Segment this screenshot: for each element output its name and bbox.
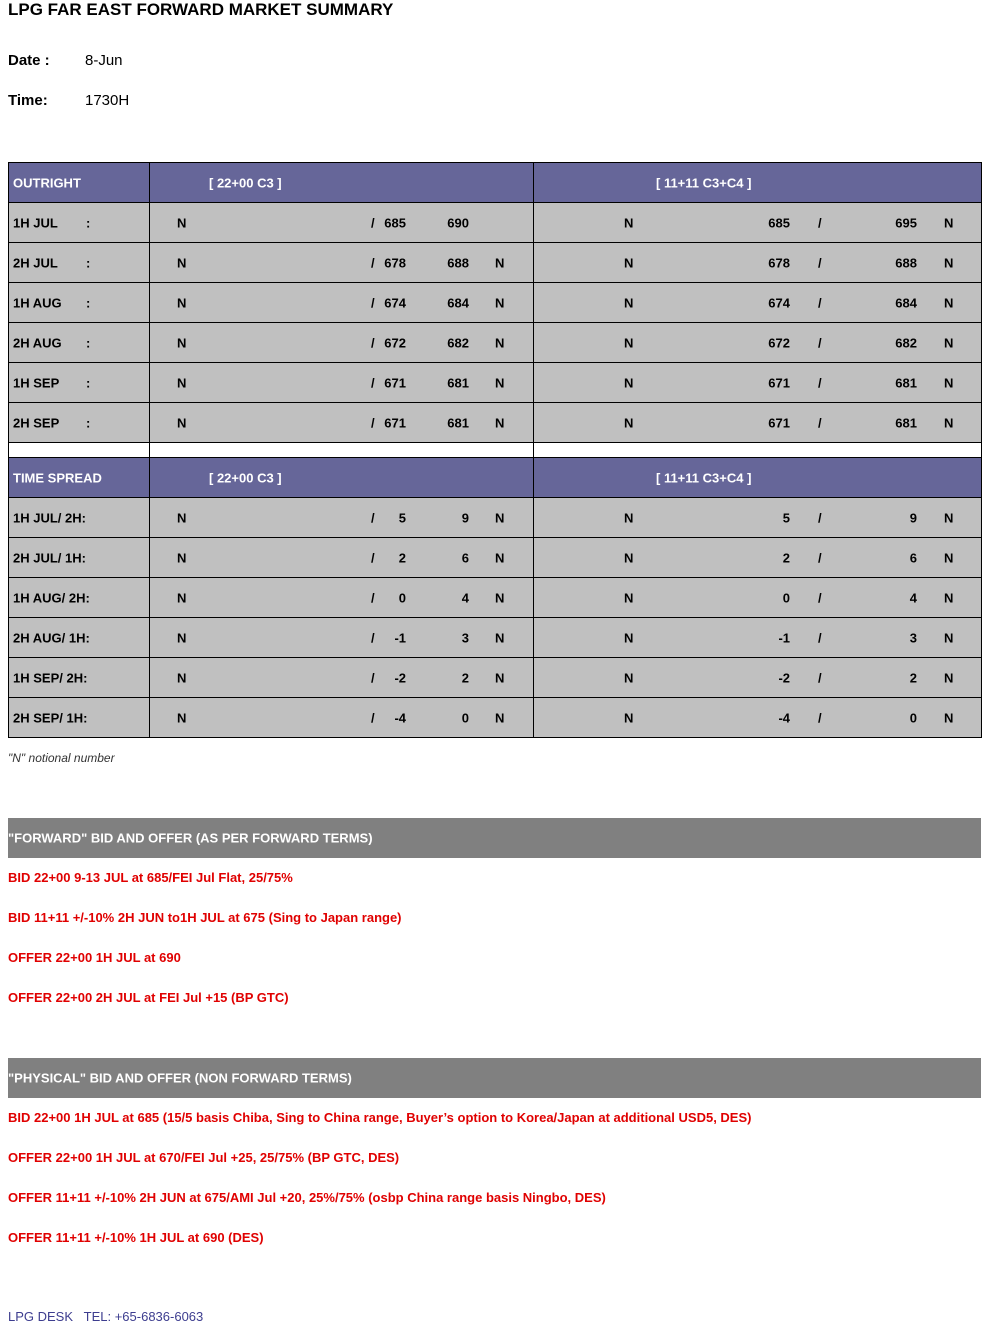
notional-flag: N [944, 670, 954, 685]
bid-value: -4 [394, 710, 406, 725]
physical-line: OFFER 22+00 1H JUL at 670/FEI Jul +25, 25/75% (BP GTC, DES) [8, 1150, 400, 1165]
notional-flag: N [944, 710, 954, 725]
separator: / [818, 295, 822, 310]
bid-value: 671 [384, 375, 406, 390]
bid-value: 2 [782, 550, 790, 565]
notional-flag: N [495, 590, 505, 605]
bid-value: -1 [778, 630, 790, 645]
offer-value: 681 [895, 375, 917, 390]
bid-value: 672 [384, 335, 406, 350]
bid-value: 674 [768, 295, 790, 310]
spacer-cell [150, 443, 534, 458]
offer-value: 9 [909, 510, 917, 525]
separator: / [371, 295, 375, 310]
separator: / [371, 415, 375, 430]
bid-value: 0 [782, 590, 790, 605]
physical-line: OFFER 11+11 +/-10% 2H JUN at 675/AMI Jul +20, 25%/75% (osbp China range basis Ningbo, DES) [8, 1190, 606, 1205]
notional-flag: N [177, 710, 187, 725]
notional-flag: N [944, 510, 954, 525]
table-row [9, 203, 982, 243]
separator: / [818, 590, 822, 605]
notional-flag: N [495, 710, 505, 725]
notional-flag: N [177, 510, 187, 525]
notional-flag: N [624, 335, 634, 350]
row-label: 1H JUL/ 2H: [13, 510, 86, 525]
forward-line: OFFER 22+00 2H JUL at FEI Jul +15 (BP GTC) [8, 990, 289, 1005]
physical-header-bar [8, 1058, 981, 1098]
bid-value: -2 [394, 670, 406, 685]
offer-value: 9 [461, 510, 469, 525]
notional-flag: N [624, 375, 634, 390]
notional-flag: N [624, 295, 634, 310]
separator: / [371, 550, 375, 565]
footer-contact [8, 1309, 203, 1324]
bid-value: 685 [768, 215, 790, 230]
offer-value: 690 [447, 215, 469, 230]
notional-flag: N [624, 670, 634, 685]
bid-value: 672 [768, 335, 790, 350]
separator: / [818, 510, 822, 525]
bid-value: 0 [398, 590, 406, 605]
spacer-cell [534, 443, 982, 458]
notional-flag: N [495, 670, 505, 685]
notional-flag: N [944, 630, 954, 645]
notional-flag: N [177, 590, 187, 605]
notional-flag: N [624, 510, 634, 525]
row-colon: : [86, 335, 91, 350]
row-label: 1H AUG [13, 295, 62, 310]
offer-value: 6 [909, 550, 917, 565]
separator: / [371, 630, 375, 645]
offer-value: 688 [895, 255, 917, 270]
outright-header: OUTRIGHT [13, 175, 81, 190]
offer-value: 684 [895, 295, 917, 310]
bid-value: 671 [768, 415, 790, 430]
separator: / [371, 590, 375, 605]
time-value: 1730H [85, 92, 130, 109]
table-row [9, 618, 982, 658]
notional-flag: N [495, 550, 505, 565]
notional-flag: N [177, 375, 187, 390]
offer-value: 4 [909, 590, 917, 605]
offer-value: 3 [461, 630, 469, 645]
notional-flag: N [624, 255, 634, 270]
notional-flag: N [624, 215, 634, 230]
notional-flag: N [624, 710, 634, 725]
spacer-cell [9, 443, 150, 458]
separator: / [818, 335, 822, 350]
forward-line: OFFER 22+00 1H JUL at 690 [8, 950, 181, 965]
offer-value: 0 [909, 710, 917, 725]
notional-flag: N [177, 415, 187, 430]
row-label: 1H AUG/ 2H: [13, 590, 90, 605]
separator: / [371, 375, 375, 390]
offer-value: 6 [461, 550, 469, 565]
outright-col-c3c4: [ 11+11 C3+C4 ] [656, 175, 752, 190]
table-row [9, 243, 982, 283]
row-label: 2H SEP/ 1H: [13, 710, 88, 725]
table-row [9, 698, 982, 738]
offer-value: 2 [909, 670, 917, 685]
bid-value: 5 [398, 510, 406, 525]
notional-flag: N [177, 215, 187, 230]
physical-line: OFFER 11+11 +/-10% 1H JUL at 690 (DES) [8, 1230, 264, 1245]
time-label: Time: [8, 92, 48, 109]
notional-flag: N [495, 630, 505, 645]
notional-flag: N [944, 295, 954, 310]
bid-value: 678 [768, 255, 790, 270]
row-colon: : [86, 215, 91, 230]
spread-header-row [9, 458, 982, 498]
bid-value: 685 [384, 215, 406, 230]
notional-flag: N [177, 255, 187, 270]
row-label: 1H JUL [13, 215, 58, 230]
offer-value: 2 [461, 670, 469, 685]
bid-value: -1 [394, 630, 406, 645]
row-label: 1H SEP/ 2H: [13, 670, 88, 685]
notional-flag: N [177, 335, 187, 350]
offer-value: 682 [895, 335, 917, 350]
notional-flag: N [624, 550, 634, 565]
separator: / [371, 710, 375, 725]
row-label: 2H AUG/ 1H: [13, 630, 90, 645]
notional-flag: N [944, 590, 954, 605]
forward-line: BID 11+11 +/-10% 2H JUN to1H JUL at 675 (Sing to Japan range) [8, 910, 402, 925]
separator: / [818, 710, 822, 725]
offer-value: 682 [447, 335, 469, 350]
separator: / [371, 510, 375, 525]
row-colon: : [86, 375, 91, 390]
table-row [9, 578, 982, 618]
row-label: 2H JUL [13, 255, 58, 270]
notional-flag: N [177, 630, 187, 645]
notional-flag: N [177, 295, 187, 310]
notional-flag: N [944, 550, 954, 565]
spread-col-c3: [ 22+00 C3 ] [209, 470, 282, 485]
separator: / [818, 415, 822, 430]
table-row [9, 498, 982, 538]
footer-desk: LPG DESK [8, 1309, 74, 1324]
notional-flag: N [495, 510, 505, 525]
notional-flag: N [624, 415, 634, 430]
separator: / [818, 670, 822, 685]
notional-flag: N [495, 295, 505, 310]
offer-value: 681 [447, 375, 469, 390]
bid-value: 2 [398, 550, 406, 565]
separator: / [371, 215, 375, 230]
bid-value: 674 [384, 295, 406, 310]
separator: / [371, 255, 375, 270]
row-label: 1H SEP [13, 375, 60, 390]
physical-header: "PHYSICAL" BID AND OFFER (NON FORWARD TERMS) [8, 1070, 352, 1086]
outright-col-c3: [ 22+00 C3 ] [209, 175, 282, 190]
table-row [9, 403, 982, 443]
table-row [9, 363, 982, 403]
forward-header-bar [8, 818, 981, 858]
row-colon: : [86, 415, 91, 430]
spread-header: TIME SPREAD [13, 470, 102, 485]
row-label: 2H AUG [13, 335, 62, 350]
notional-flag: N [495, 335, 505, 350]
bid-value: 678 [384, 255, 406, 270]
separator: / [818, 215, 822, 230]
date-value: 8-Jun [85, 52, 123, 69]
row-colon: : [86, 255, 91, 270]
row-label: 2H JUL/ 1H: [13, 550, 86, 565]
notional-flag: N [944, 255, 954, 270]
notional-flag: N [624, 590, 634, 605]
table-row [9, 538, 982, 578]
forward-line: BID 22+00 9-13 JUL at 685/FEI Jul Flat, 25/75% [8, 870, 293, 885]
offer-value: 681 [895, 415, 917, 430]
separator: / [818, 375, 822, 390]
separator: / [371, 670, 375, 685]
notional-flag: N [624, 630, 634, 645]
notional-flag: N [177, 670, 187, 685]
notional-flag: N [944, 215, 954, 230]
offer-value: 681 [447, 415, 469, 430]
separator: / [818, 550, 822, 565]
table-row [9, 323, 982, 363]
notional-flag: N [495, 255, 505, 270]
bid-value: 671 [768, 375, 790, 390]
notional-flag: N [177, 550, 187, 565]
notional-flag: N [495, 375, 505, 390]
notional-flag: N [944, 415, 954, 430]
separator: / [818, 255, 822, 270]
table-row [9, 658, 982, 698]
offer-value: 3 [909, 630, 917, 645]
bid-value: -4 [778, 710, 790, 725]
offer-value: 0 [461, 710, 469, 725]
notional-flag: N [944, 335, 954, 350]
page-title: LPG FAR EAST FORWARD MARKET SUMMARY [8, 0, 394, 19]
table-row [9, 283, 982, 323]
physical-line: BID 22+00 1H JUL at 685 (15/5 basis Chiba, Sing to China range, Buyer’s option to Korea/Japan at additional USD5, DES) [8, 1110, 752, 1125]
bid-value: -2 [778, 670, 790, 685]
notional-note: "N" notional number [8, 751, 115, 765]
forward-header: "FORWARD" BID AND OFFER (AS PER FORWARD TERMS) [8, 830, 373, 846]
table-spacer-row [9, 443, 982, 458]
notional-flag: N [495, 415, 505, 430]
footer-tel: TEL: +65-6836-6063 [83, 1309, 204, 1324]
price-table [8, 162, 982, 738]
separator: / [371, 335, 375, 350]
offer-value: 695 [895, 215, 917, 230]
offer-value: 688 [447, 255, 469, 270]
date-label: Date : [8, 52, 50, 69]
separator: / [818, 630, 822, 645]
row-label: 2H SEP [13, 415, 60, 430]
outright-header-row [9, 163, 982, 203]
notional-flag: N [944, 375, 954, 390]
offer-value: 4 [461, 590, 469, 605]
bid-value: 5 [782, 510, 790, 525]
row-colon: : [86, 295, 91, 310]
spread-col-c3c4: [ 11+11 C3+C4 ] [656, 470, 752, 485]
bid-value: 671 [384, 415, 406, 430]
offer-value: 684 [447, 295, 469, 310]
